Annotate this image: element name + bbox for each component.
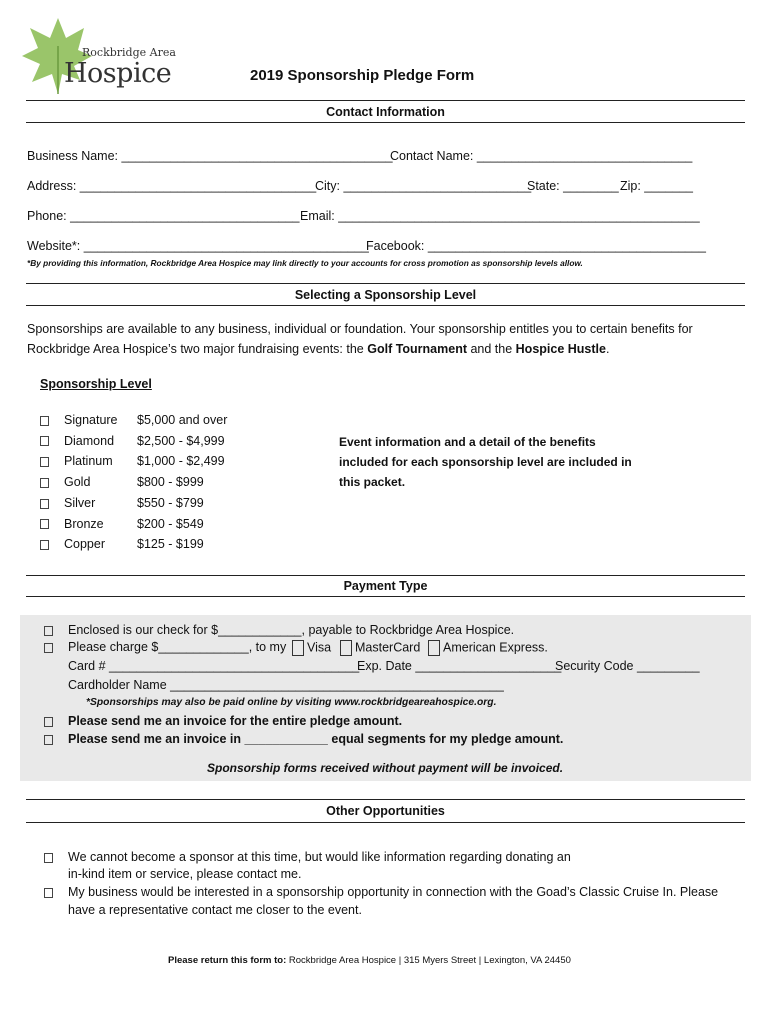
phone-field[interactable]: Phone: _________________________________ — [27, 209, 300, 223]
contact-name-field[interactable]: Contact Name: _______________________________ — [390, 149, 693, 163]
page-title: 2019 Sponsorship Pledge Form — [250, 67, 475, 84]
checkbox-icon[interactable] — [44, 888, 53, 898]
divider — [26, 596, 745, 597]
other-option-donate-line2: in-kind item or service, please contact me. — [68, 867, 302, 881]
address-field[interactable]: Address: __________________________________ — [27, 179, 317, 193]
website-field[interactable]: Website*: _________________________________________ — [27, 239, 369, 253]
checkbox-icon[interactable] — [40, 416, 49, 426]
level-option-diamond[interactable]: Diamond $2,500 - $4,999 — [40, 434, 49, 448]
invoice-warning: Sponsorship forms received without payment will be invoiced. — [207, 761, 564, 775]
hospice-logo — [22, 16, 176, 98]
checkbox-icon[interactable] — [40, 478, 49, 488]
email-field[interactable]: Email: ____________________________________________________ — [300, 209, 700, 223]
checkbox-icon[interactable] — [292, 640, 304, 656]
event-info-line2: included for each sponsorship level are included in — [339, 455, 632, 469]
business-name-field[interactable]: Business Name: _______________________________________ — [27, 149, 393, 163]
return-address: Please return this form to: Rockbridge Area Hospice | 315 Myers Street | Lexington, VA 24450 — [168, 955, 571, 966]
level-option-bronze[interactable]: Bronze $200 - $549 — [40, 517, 49, 531]
zip-field[interactable]: Zip: _______ — [620, 179, 693, 193]
cardholder-name-field[interactable]: Cardholder Name ________________________________________________ — [68, 678, 504, 692]
divider — [26, 305, 745, 306]
logo-line1: Rockbridge Area — [82, 46, 176, 59]
divider — [26, 799, 745, 800]
checkbox-icon[interactable] — [40, 436, 49, 446]
city-field[interactable]: City: ___________________________ — [315, 179, 532, 193]
card-number-field[interactable]: Card # ____________________________________ — [68, 659, 360, 673]
cross-promotion-note: *By providing this information, Rockbridge Area Hospice may link directly to your accounts for cross promotion as sponsorship levels allow. — [27, 258, 583, 268]
divider — [26, 822, 745, 823]
logo-line2: Hospice — [64, 58, 172, 89]
card-mastercard-option[interactable]: MasterCard — [340, 640, 420, 656]
checkbox-icon[interactable] — [340, 640, 352, 656]
event-info-line3: this packet. — [339, 475, 406, 489]
section-payment-heading: Payment Type — [343, 579, 428, 593]
payment-charge-option[interactable]: Please charge $_____________, to my — [44, 640, 53, 654]
section-levels-heading: Selecting a Sponsorship Level — [294, 288, 477, 302]
state-field[interactable]: State: ________ — [527, 179, 619, 193]
divider — [26, 575, 745, 576]
checkbox-icon[interactable] — [40, 457, 49, 467]
level-option-copper[interactable]: Copper $125 - $199 — [40, 537, 49, 551]
sponsorship-level-subheading: Sponsorship Level — [40, 377, 152, 391]
checkbox-icon[interactable] — [44, 626, 53, 636]
checkbox-icon[interactable] — [40, 519, 49, 529]
online-payment-note: *Sponsorships may also be paid online by visiting www.rockbridgeareahospice.org. — [86, 697, 497, 708]
level-option-platinum[interactable]: Platinum $1,000 - $2,499 — [40, 454, 49, 468]
exp-date-field[interactable]: Exp. Date _____________________ — [357, 659, 562, 673]
security-code-field[interactable]: Security Code _________ — [555, 659, 700, 673]
invoice-segments-option[interactable]: Please send me an invoice in ____________ equal segments for my pledge amount. — [44, 732, 53, 746]
other-option-cruise-in[interactable]: My business would be interested in a sponsorship opportunity in connection with the Goad’s Classic Cruise In. Please — [44, 885, 53, 899]
divider — [26, 283, 745, 284]
section-contact-heading: Contact Information — [326, 105, 445, 119]
level-option-silver[interactable]: Silver $550 - $799 — [40, 496, 49, 510]
invoice-full-option[interactable]: Please send me an invoice for the entire pledge amount. — [44, 714, 53, 728]
checkbox-icon[interactable] — [44, 643, 53, 653]
checkbox-icon[interactable] — [44, 853, 53, 863]
level-option-gold[interactable]: Gold $800 - $999 — [40, 475, 49, 489]
checkbox-icon[interactable] — [44, 717, 53, 727]
payment-check-option[interactable]: Enclosed is our check for $____________, payable to Rockbridge Area Hospice. — [44, 623, 53, 637]
checkbox-icon[interactable] — [40, 540, 49, 550]
level-option-signature[interactable]: Signature $5,000 and over — [40, 413, 49, 427]
levels-intro-line1: Sponsorships are available to any business, individual or foundation. Your sponsorship entitles you to certain benefits for — [27, 322, 693, 336]
checkbox-icon[interactable] — [40, 499, 49, 509]
levels-intro-line2: Rockbridge Area Hospice’s two major fundraising events: the Golf Tournament and the Hospice Hustle. — [27, 342, 610, 356]
section-other-heading: Other Opportunities — [326, 804, 445, 818]
other-option-cruise-in-line2: have a representative contact me closer to the event. — [68, 903, 362, 917]
checkbox-icon[interactable] — [44, 735, 53, 745]
checkbox-icon[interactable] — [428, 640, 440, 656]
event-info-line1: Event information and a detail of the benefits — [339, 435, 596, 449]
card-visa-option[interactable]: Visa — [292, 640, 331, 656]
other-option-donate[interactable]: We cannot become a sponsor at this time, but would like information regarding donating an — [44, 850, 53, 864]
divider — [26, 100, 745, 101]
card-amex-option[interactable]: American Express. — [428, 640, 548, 656]
facebook-field[interactable]: Facebook: ________________________________________ — [366, 239, 706, 253]
divider — [26, 122, 745, 123]
